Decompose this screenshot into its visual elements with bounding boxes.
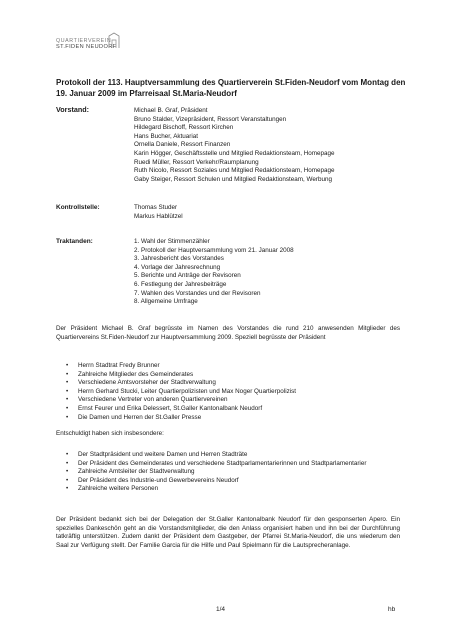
vorstand-member: Ruth Nicolo, Ressort Soziales und Mitglied Redaktionsteam, Homepage: [134, 167, 335, 175]
greeting-item: • Herrn Stadtrat Fredy Brunner: [66, 362, 396, 371]
vorstand-list: [134, 107, 335, 184]
excused-item: • Zahlreiche Amtsleiter der Stadtverwaltung: [66, 468, 396, 477]
excused-item: • Der Präsident des Gemeinderates und verschiedene Stadtparlamentarierinnen und Stadtparlamentarier: [66, 460, 396, 469]
logo-mark-icon: [106, 32, 126, 50]
traktanden-label: Traktanden:: [56, 238, 93, 245]
vorstand-member: Michael B. Graf, Präsident: [134, 107, 208, 114]
traktanden-list: [134, 238, 294, 307]
traktandum-item: 8. Allgemeine Umfrage: [134, 298, 198, 306]
author-initials: hb: [388, 606, 396, 613]
kontrollstelle-list: [134, 204, 183, 221]
logo-line2: ST.FIDEN NEUDORF: [56, 44, 117, 50]
traktandum-item: 2. Protokoll der Hauptversammlung vom 21. Januar 2008: [134, 246, 294, 254]
page-number: 1/4: [216, 606, 226, 613]
traktandum-item: 3. Jahresbericht des Vorstandes: [134, 255, 224, 263]
traktandum-item: 7. Wahlen des Vorstandes und der Revisoren: [134, 289, 261, 297]
greeting-item: • Die Damen und Herren der St.Galler Presse: [66, 414, 396, 423]
logo-line1: QUARTIERVEREIN: [56, 38, 112, 44]
vorstand-member: Ruedi Müller, Ressort Verkehr/Raumplanung: [134, 158, 259, 166]
logo: [56, 38, 126, 51]
vorstand-member: Hildegard Bischoff, Ressort Kirchen: [134, 124, 234, 132]
excused-item: • Der Präsident des Industrie-und Gewerbevereins Neudorf: [66, 477, 396, 486]
kontrollstelle-member: Markus Hablützel: [134, 212, 183, 220]
kontrollstelle-label: Kontrollstelle:: [56, 204, 100, 211]
vorstand-member: Bruno Stalder, Vizepräsident, Ressort Veranstaltungen: [134, 115, 287, 123]
vorstand-label: Vorstand:: [56, 105, 90, 114]
document-title: Protokoll der 113. Hauptversammlung des Quartierverein St.Fiden-Neudorf vom Montag den 19. Januar 2009 im Pfarreisaal St.Maria-Neudorf: [56, 78, 406, 98]
excused-item: • Zahlreiche weitere Personen: [66, 485, 396, 494]
vorstand-member: Hans Bucher, Aktuariat: [134, 132, 199, 140]
greeting-item: • Ernst Feurer und Erika Delessert, St.Galler Kantonalbank Neudorf: [66, 405, 396, 414]
excused-item: • Der Stadtpräsident und weitere Damen und Herren Stadträte: [66, 451, 396, 460]
vorstand-member: Gaby Steiger, Ressort Schulen und Mitglied Redaktionsteam, Werbung: [134, 175, 332, 183]
excused-intro: Entschuldigt haben sich insbesondere:: [56, 430, 164, 437]
vorstand-member: Ornella Daniele, Ressort Finanzen: [134, 141, 231, 149]
greeting-item: • Zahlreiche Mitglieder des Gemeinderates: [66, 371, 396, 380]
traktandum-item: 4. Vorlage der Jahresrechnung: [134, 263, 221, 271]
vorstand-member: Karin Högger, Geschäftsstelle und Mitglied Redaktionsteam, Homepage: [134, 149, 335, 157]
traktandum-item: 6. Festlegung der Jahresbeiträge: [134, 280, 227, 288]
greetings-list: [66, 362, 396, 422]
excused-list: [66, 451, 396, 494]
thanks-paragraph: Der Präsident bedankt sich bei der Delegation der St.Galler Kantonalbank Neudorf für den gesponserten Apero. Ein spezielles Dankeschön geht an die Vorstandsmitglieder, die den Anlass organisiert haben und ihn bei der Durchführung tatkräftig unterstützen. Zudem dankt der Präsident dem Gastgeber, der Pfarrei St.Maria-Neudorf, die uns wiederum den Saal zur Verfügung stellt. Der Familie Garcia für die Hilfe und Paul Spielmann für die Lautsprecheranlage.: [56, 516, 400, 550]
greeting-item: • Herrn Gerhard Stucki, Leiter Quartierpolizisten und Max Noger Quartierpolizist: [66, 388, 396, 397]
kontrollstelle-member: Thomas Studer: [134, 204, 178, 211]
traktandum-item: 1. Wahl der Stimmenzähler: [134, 238, 210, 245]
greeting-item: • Verschiedene Amtsvorsteher der Stadtverwaltung: [66, 379, 396, 388]
greeting-item: • Verschiedene Vertreter von anderen Quartiervereinen: [66, 396, 396, 405]
intro-paragraph: Der Präsident Michael B. Graf begrüsste im Namen des Vorstandes die rund 210 anwesenden Mitglieder des Quartiervereins St.Fiden-Neudorf zur Hauptversammlung 2009. Speziell begrüsste der Präsident: [56, 325, 400, 341]
traktandum-item: 5. Berichte und Anträge der Revisoren: [134, 272, 241, 280]
